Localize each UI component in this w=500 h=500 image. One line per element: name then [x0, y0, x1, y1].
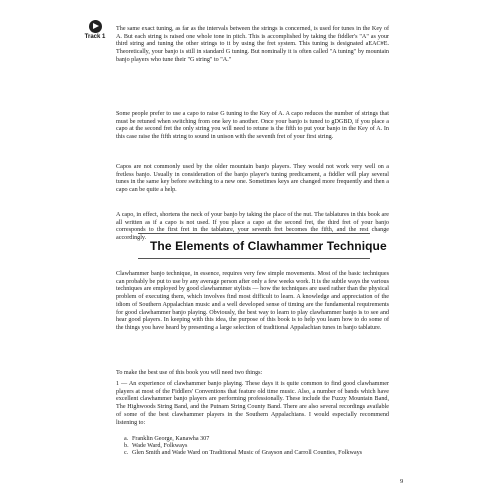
play-icon[interactable]	[89, 20, 102, 33]
track-label: Track 1	[84, 34, 106, 40]
body-paragraph: A capo, in effect, shortens the neck of your banjo by taking the place of the nut. The tablatures in this book are all written as if a capo is not used. If you place a capo at the second fret, the third fret of your banjo corresponds to the first fret in the tablature, your seventh fret becomes the fifth, and the rest change accordingly.	[116, 212, 389, 242]
list-marker: a.	[124, 436, 129, 442]
section-rule-bottom	[138, 258, 370, 259]
list-item-text: Wade Ward, Folkways	[132, 443, 188, 450]
list-item-text: Glen Smith and Wade Ward on Traditional Music of Grayson and Carroll Counties, Folkways	[132, 450, 363, 457]
body-paragraph: Capos are not commonly used by the older mountain banjo players. They would not work very well on a fretless banjo. Usually in consideration of the banjo player's tuning predicament, a fiddler will play several tunes in the same key before switching to a new one. Sometimes keys are changed more frequently and then a capo can be quite a help.	[116, 164, 389, 194]
section-rule-top	[138, 233, 370, 234]
paragraph-5	[116, 271, 389, 333]
paragraph-3	[116, 164, 389, 195]
list-item-text: Franklin George, Kanawha 307	[132, 436, 210, 442]
page-number: 9	[400, 478, 404, 485]
paragraph-7	[116, 381, 389, 427]
list-marker: b.	[124, 443, 129, 450]
reference-list	[124, 436, 389, 458]
body-paragraph: Clawhammer banjo technique, in essence, requires very few simple movements. Most of the basic techniques can probably be put to use by any average person after only a few weeks work. It is the subtle ways the various techniques are employed by good clawhammer stylists — how the techniques are used rather than the physical problem of executing them, which involves find most difficult to learn. A knowledge and appreciation of the idiom of Southern Appalachian music and a well developed sense of timing are the fundamental requirements for good clawhammer banjo playing. Obviously, the best way to learn to play clawhammer banjo is to see and hear good players. In keeping with this idea, the purpose of this book is to help you learn how to do some of the things you have heard by presenting a large selection of traditional Appalachian tunes in banjo tablature.	[116, 271, 390, 331]
track-badge[interactable]	[78, 20, 112, 40]
section-title: The Elements of Clawhammer Technique	[150, 239, 387, 253]
list-item	[124, 450, 389, 457]
paragraph-1	[116, 26, 389, 65]
list-item	[124, 436, 389, 443]
paragraph-6	[116, 370, 389, 378]
body-paragraph: Some people prefer to use a capo to raise G tuning to the Key of A. A capo reduces the number of strings that must be retuned when switching from one key to another. Once your banjo is tuned to gDGBD, if you place a capo at the second fret the only string you will need to retune is the fifth to put your banjo in the Key of A. In this case raise the fifth string to sound in unison with the seventh fret of your first string.	[116, 111, 389, 141]
body-paragraph: To make the best use of this book you will need two things:	[116, 370, 263, 376]
body-paragraph: The same exact tuning, as far as the intervals between the strings is concerned, is used for tunes in the Key of A. But each string is raised one whole tone in pitch. This is accomplished by taking the fiddler's "A" as your third string and tuning the other strings to it by using the fret system. This tuning is designated aEAC#E. Theoretically, your banjo is still in standard G tuning. But nominally it is often called "A tuning" by mountain banjo players who tune their "G string" to "A."	[116, 26, 389, 63]
paragraph-2	[116, 111, 389, 142]
body-paragraph: 1 — An experience of clawhammer banjo playing. These days it is quite common to find good clawhammer players at most of the Fiddlers' Conventions that feature old time music. Also, a number of bands which have excellent clawhammer banjo players are performing professionally. These include the Fuzzy Mountain Band, The Highwoods String Band, and the Putnam String County Band. There are also several recordings available of some of the best clawhammer players in the Southern Appalachians. I would especially recommend listening to:	[116, 381, 389, 426]
list-marker: c.	[124, 450, 129, 457]
